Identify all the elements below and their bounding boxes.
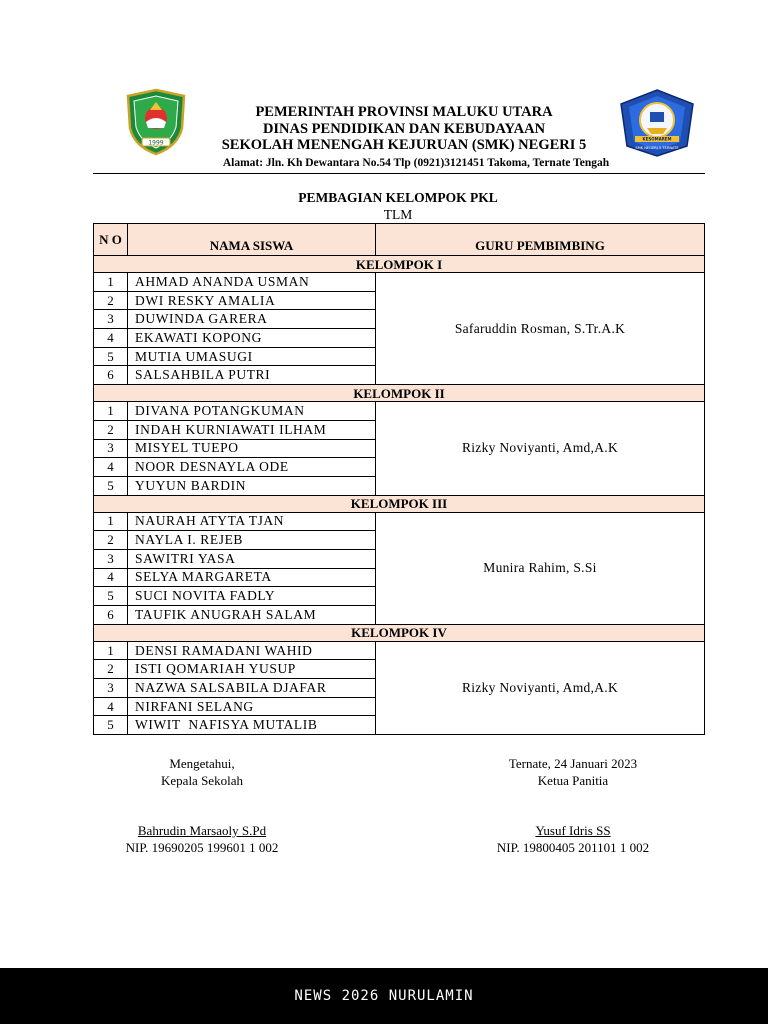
letterhead-school: SEKOLAH MENENGAH KEJURUAN (SMK) NEGERI 5 xyxy=(221,137,587,153)
footer-band xyxy=(0,968,768,1024)
row-number: 1 xyxy=(94,512,128,531)
guru-pembimbing: Rizky Noviyanti, Amd,A.K xyxy=(376,402,705,495)
student-name: ISTI QOMARIAH YUSUP xyxy=(128,660,376,679)
student-name: NIRFANI SELANG xyxy=(128,697,376,716)
row-number: 2 xyxy=(94,531,128,550)
group-title: KELOMPOK II xyxy=(94,385,705,402)
student-name: AHMAD ANANDA USMAN xyxy=(128,273,376,292)
guru-pembimbing: Munira Rahim, S.Si xyxy=(376,512,705,624)
row-number: 1 xyxy=(94,641,128,660)
document-title: PEMBAGIAN KELOMPOK PKL xyxy=(298,190,498,205)
header-nama-siswa: NAMA SISWA xyxy=(128,224,376,256)
student-name: SELYA MARGARETA xyxy=(128,568,376,587)
row-number: 5 xyxy=(94,476,128,495)
row-number: 5 xyxy=(94,587,128,606)
sig-left-nip: NIP. 19690205 199601 1 002 xyxy=(125,840,279,855)
student-name: DENSI RAMADANI WAHID xyxy=(128,641,376,660)
row-number: 5 xyxy=(94,716,128,735)
row-number: 6 xyxy=(94,366,128,385)
table-row xyxy=(94,641,705,660)
document-subtitle: TLM xyxy=(383,207,413,222)
row-number: 2 xyxy=(94,420,128,439)
group-header-row xyxy=(94,256,705,273)
row-number: 1 xyxy=(94,402,128,421)
guru-pembimbing: Rizky Noviyanti, Amd,A.K xyxy=(376,641,705,734)
header-guru-pembimbing: GURU PEMBIMBING xyxy=(376,224,705,256)
table-row xyxy=(94,273,705,292)
row-number: 3 xyxy=(94,310,128,329)
row-number: 3 xyxy=(94,549,128,568)
row-number: 4 xyxy=(94,568,128,587)
table-body xyxy=(94,256,705,735)
row-number: 2 xyxy=(94,291,128,310)
row-number: 3 xyxy=(94,439,128,458)
student-name: DWI RESKY AMALIA xyxy=(128,291,376,310)
header-no: N O xyxy=(94,224,128,256)
emblem-year-text: 1999 xyxy=(148,139,164,147)
group-header-row xyxy=(94,624,705,641)
logo-caption-text: SMK NEGERI 5 TERNATE xyxy=(635,146,679,150)
footer-caption: NEWS 2026 NURULAMIN xyxy=(294,988,474,1004)
row-number: 1 xyxy=(94,273,128,292)
student-name: NAYLA I. REJEB xyxy=(128,531,376,550)
row-number: 4 xyxy=(94,458,128,477)
student-name: DIVANA POTANGKUMAN xyxy=(128,402,376,421)
student-name: MISYEL TUEPO xyxy=(128,439,376,458)
row-number: 3 xyxy=(94,679,128,698)
student-name: EKAWATI KOPONG xyxy=(128,329,376,348)
sig-left-role: Kepala Sekolah xyxy=(161,773,243,788)
sig-left-acknowledged: Mengetahui, xyxy=(169,756,235,771)
student-name: DUWINDA GARERA xyxy=(128,310,376,329)
student-name: NAZWA SALSABILA DJAFAR xyxy=(128,679,376,698)
letterhead-address: Alamat: Jln. Kh Dewantara No.54 Tlp (0921)3121451 Takoma, Ternate Tengah xyxy=(222,157,610,169)
student-name: SUCI NOVITA FADLY xyxy=(128,587,376,606)
letterhead-department: DINAS PENDIDIKAN DAN KEBUDAYAAN xyxy=(262,121,546,137)
row-number: 4 xyxy=(94,697,128,716)
table-row xyxy=(94,512,705,531)
sig-right-place-date: Ternate, 24 Januari 2023 xyxy=(508,756,638,771)
letterhead-government: PEMERINTAH PROVINSI MALUKU UTARA xyxy=(255,104,553,120)
table-header-row xyxy=(94,224,705,256)
student-name: TAUFIK ANUGRAH SALAM xyxy=(128,606,376,625)
student-name: NAURAH ATYTA TJAN xyxy=(128,512,376,531)
sig-left-name: Bahrudin Marsaoly S.Pd xyxy=(137,823,267,838)
row-number: 5 xyxy=(94,347,128,366)
group-header-row xyxy=(94,385,705,402)
sig-right-nip: NIP. 19800405 201101 1 002 xyxy=(496,840,650,855)
group-table xyxy=(93,223,705,735)
logo-banner-text: KESOMAREM xyxy=(642,136,672,142)
sig-right-role: Ketua Panitia xyxy=(537,773,609,788)
table-row xyxy=(94,402,705,421)
group-title: KELOMPOK IV xyxy=(94,624,705,641)
row-number: 2 xyxy=(94,660,128,679)
sig-right-name: Yusuf Idris SS xyxy=(535,823,611,838)
student-name: NOOR DESNAYLA ODE xyxy=(128,458,376,477)
row-number: 4 xyxy=(94,329,128,348)
letterhead-divider xyxy=(93,173,705,174)
student-name: MUTIA UMASUGI xyxy=(128,347,376,366)
student-name: INDAH KURNIAWATI ILHAM xyxy=(128,420,376,439)
group-title: KELOMPOK I xyxy=(94,256,705,273)
group-header-row xyxy=(94,495,705,512)
student-name: YUYUN BARDIN xyxy=(128,476,376,495)
student-name: WIWIT NAFISYA MUTALIB xyxy=(128,716,376,735)
student-name: SAWITRI YASA xyxy=(128,549,376,568)
guru-pembimbing: Safaruddin Rosman, S.Tr.A.K xyxy=(376,273,705,385)
student-name: SALSAHBILA PUTRI xyxy=(128,366,376,385)
group-title: KELOMPOK III xyxy=(94,495,705,512)
row-number: 6 xyxy=(94,606,128,625)
